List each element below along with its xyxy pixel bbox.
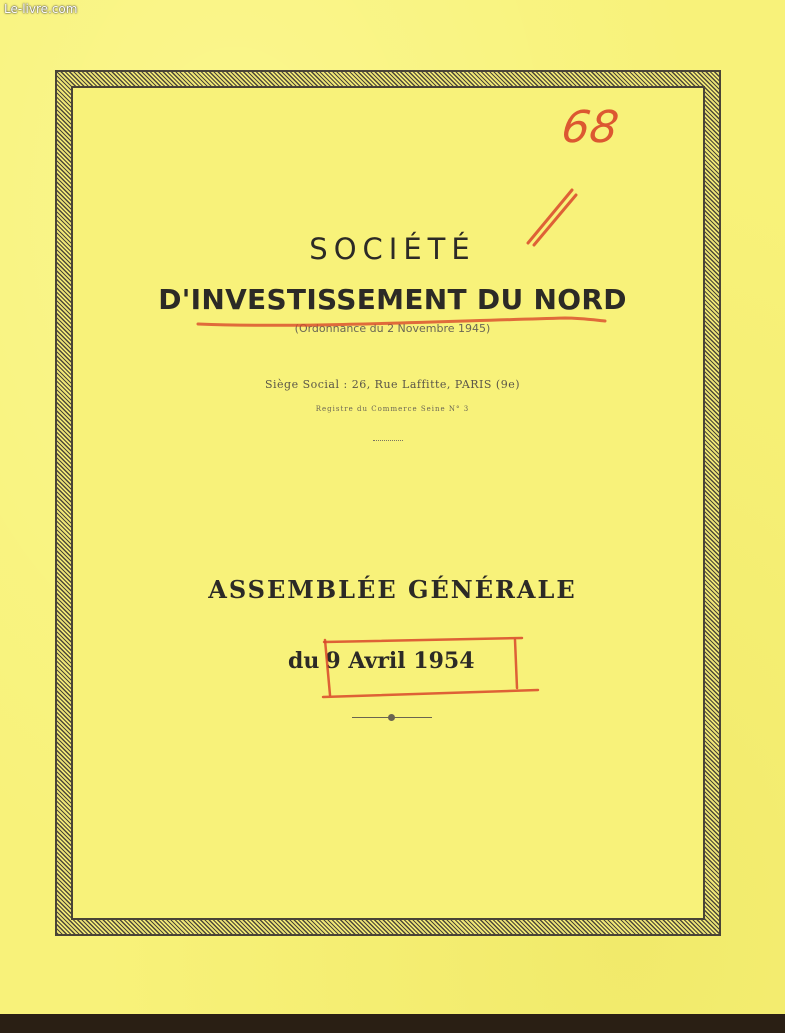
date-value: 9 Avril 1954	[325, 648, 475, 674]
ordonnance-note: (Ordonnance du 2 Novembre 1945)	[294, 322, 491, 335]
handwritten-number: 68	[558, 102, 622, 153]
scan-bottom-edge	[0, 1014, 785, 1033]
small-divider	[373, 440, 403, 441]
head-office-address: Siège Social : 26, Rue Laffitte, PARIS (9e)	[264, 378, 521, 391]
company-name-line2: D'INVESTISSEMENT DU NORD	[158, 283, 627, 316]
ornament-dot	[388, 714, 395, 721]
meeting-title: ASSEMBLÉE GÉNÉRALE	[208, 575, 577, 604]
meeting-date	[288, 648, 481, 674]
decorative-border	[55, 70, 721, 936]
site-watermark: Le-livre.com	[4, 2, 78, 16]
company-name-line1: SOCIÉTÉ	[309, 232, 476, 266]
inner-panel	[71, 86, 705, 920]
date-prefix: du	[288, 648, 320, 674]
trade-register: Registre du Commerce Seine N° 3	[315, 405, 470, 413]
